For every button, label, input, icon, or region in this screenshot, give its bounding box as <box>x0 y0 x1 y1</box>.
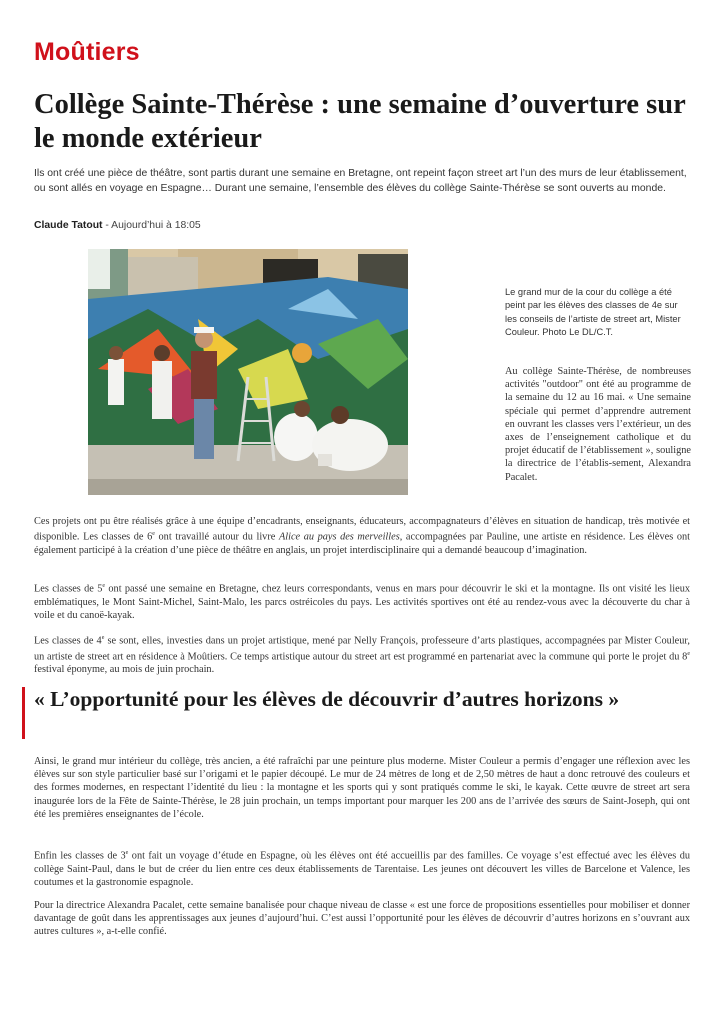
para1-superscript: e <box>152 531 155 538</box>
para2-text-end: ont passé une semaine en Bretagne, chez leurs correspondants, venus en mars pour découvrir le ski et la montagne. Ils ont visité les lieux emblématiques, le Mont Saint-Michel, Saint-Malo, les parcs ostréicoles du pays. Les activités sportives ont été au rendez-vous avec la découverte du char à voile et du canoë-kayak. <box>34 583 690 621</box>
para3-superscript: e <box>101 635 105 641</box>
publish-date: Aujourd’hui à 18:05 <box>111 220 201 231</box>
article-lead: Ils ont créé une pièce de théâtre, sont partis durant une semaine en Bretagne, ont repeint façon street art l’un des murs de leur établissement, ou sont allés en voyage en Espagne… Durant une semaine, l’ensemble des élèves du collège Sainte-Thérèse se sont ouverts au monde. <box>34 168 687 194</box>
book-title: Alice au pays des merveilles <box>278 531 400 543</box>
para1-text-mid: ont travaillé autour du livre <box>154 531 279 543</box>
para3-superscript-2: e <box>687 650 690 657</box>
body-paragraph-3 <box>34 632 690 676</box>
photo-caption: Le grand mur de la cour du collège a été peint par les élèves des classes de 4e sur les conseils de l’artiste de street art, Mister Couleur. Photo Le DL/C.T. <box>505 287 681 338</box>
subhead-accent-bar <box>22 687 25 739</box>
para3-text-mid: se sont, elles, investies dans un projet artistique, mené par Nelly François, professeure d’arts plastiques, accompagnées par Mister Couleur, un artiste de street art en résidence à Moûtiers. Ce temps artistique autour du street art est programmé en partenariat avec la commune qui porte le projet du 8 <box>34 635 690 663</box>
article-photo <box>88 249 408 495</box>
section-rubric: Moûtiers <box>34 38 140 66</box>
byline-separator: - <box>102 220 112 231</box>
para5-superscript: e <box>125 850 129 856</box>
para1-text-start: Ces projets ont pu être réalisés grâce à une équipe d’encadrants, enseignants, éducateurs, accompagnateurs d’élèves en situation de handicap, très motivée et disponible. Les classes de 6 <box>34 516 690 543</box>
mural-photo-illustration <box>88 249 408 495</box>
para5-text-start: Enfin les classes de 3 <box>34 850 126 862</box>
body-paragraph-6: Pour la directrice Alexandra Pacalet, cette semaine banalisée pour chaque niveau de classe « est une force de propositions essentielles pour mobiliser et donner davantage de goût dans les apprentissages aux jeunes d’aujourd’hui. C’est aussi l’opportunité pour les élèves de découvrir d’autres horizons en s’ouvrant aux autres cultures », a-t-elle confié. <box>34 900 690 938</box>
para3-text-start: Les classes de 4 <box>34 635 102 647</box>
body-paragraph-2 <box>34 580 690 622</box>
body-paragraph-5 <box>34 847 690 889</box>
body-paragraph-4: Ainsi, le grand mur intérieur du collège, très ancien, a été rafraîchi par une peinture plus moderne. Mister Couleur a permis d’engager une réflexion avec les élèves sur son style particulier basé sur l’origami et le papier découpé. Le mur de 24 mètres de long et de 2,50 mètres de haut a donc retrouvé des couleurs et des formes modernes, en respectant l’identité du lieu : la montagne et les sports qui y sont pratiqués comme le ski, le kayak. Cette œuvre de street art sera inaugurée lors de la Fête de Sainte-Thérèse, le 28 juin prochain, un temps important pour marquer les 200 ans de l’arrivée des sœurs de Saint-Joseph, qui ont été les premières enseignantes de l’école. <box>34 756 690 820</box>
body-paragraph-1 <box>34 515 690 557</box>
article-subhead: « L’opportunité pour les élèves de découvrir d’autres horizons » <box>34 687 620 711</box>
para2-text-start: Les classes de 5 <box>34 583 103 595</box>
author-name: Claude Tatout <box>34 220 103 231</box>
para3-text-end: festival éponyme, au mois de juin prochain. <box>34 664 215 676</box>
para2-superscript: e <box>102 583 106 589</box>
para1-text-end: , accompagnées par Pauline, une artiste en résidence. Les élèves ont également participé à la création d’une pièce de théâtre en anglais, un projet interdisciplinaire qui a demandé beaucoup d’imagination. <box>34 531 690 556</box>
para5-text-end: ont fait un voyage d’étude en Espagne, où les élèves ont été accueillis par des familles. Ce voyage s’est effectué avec les élèves du collège Saint-Paul, dans le but de créer du lien entre ces deux établissements de Tarentaise. Les jeunes ont découvert les villes de Barcelone et Valence, les coutumes et la gastronomie espagnole. <box>34 850 690 888</box>
intro-paragraph: Au collège Sainte-Thérèse, de nombreuses activités "outdoor" ont été au programme de la semaine du 12 au 16 mai. « Une semaine spéciale qui permet d’apprendre autrement en ouvrant les classes vers l’extérieur, un des axes de l’enseignement catholique et du projet éducatif de l’établissement », souligne la directrice de l’établis-sement, Alexandra Pacalet. <box>505 366 691 483</box>
article-headline: Collège Sainte-Thérèse : une semaine d’ouverture sur le monde extérieur <box>34 89 686 154</box>
byline <box>34 220 201 231</box>
